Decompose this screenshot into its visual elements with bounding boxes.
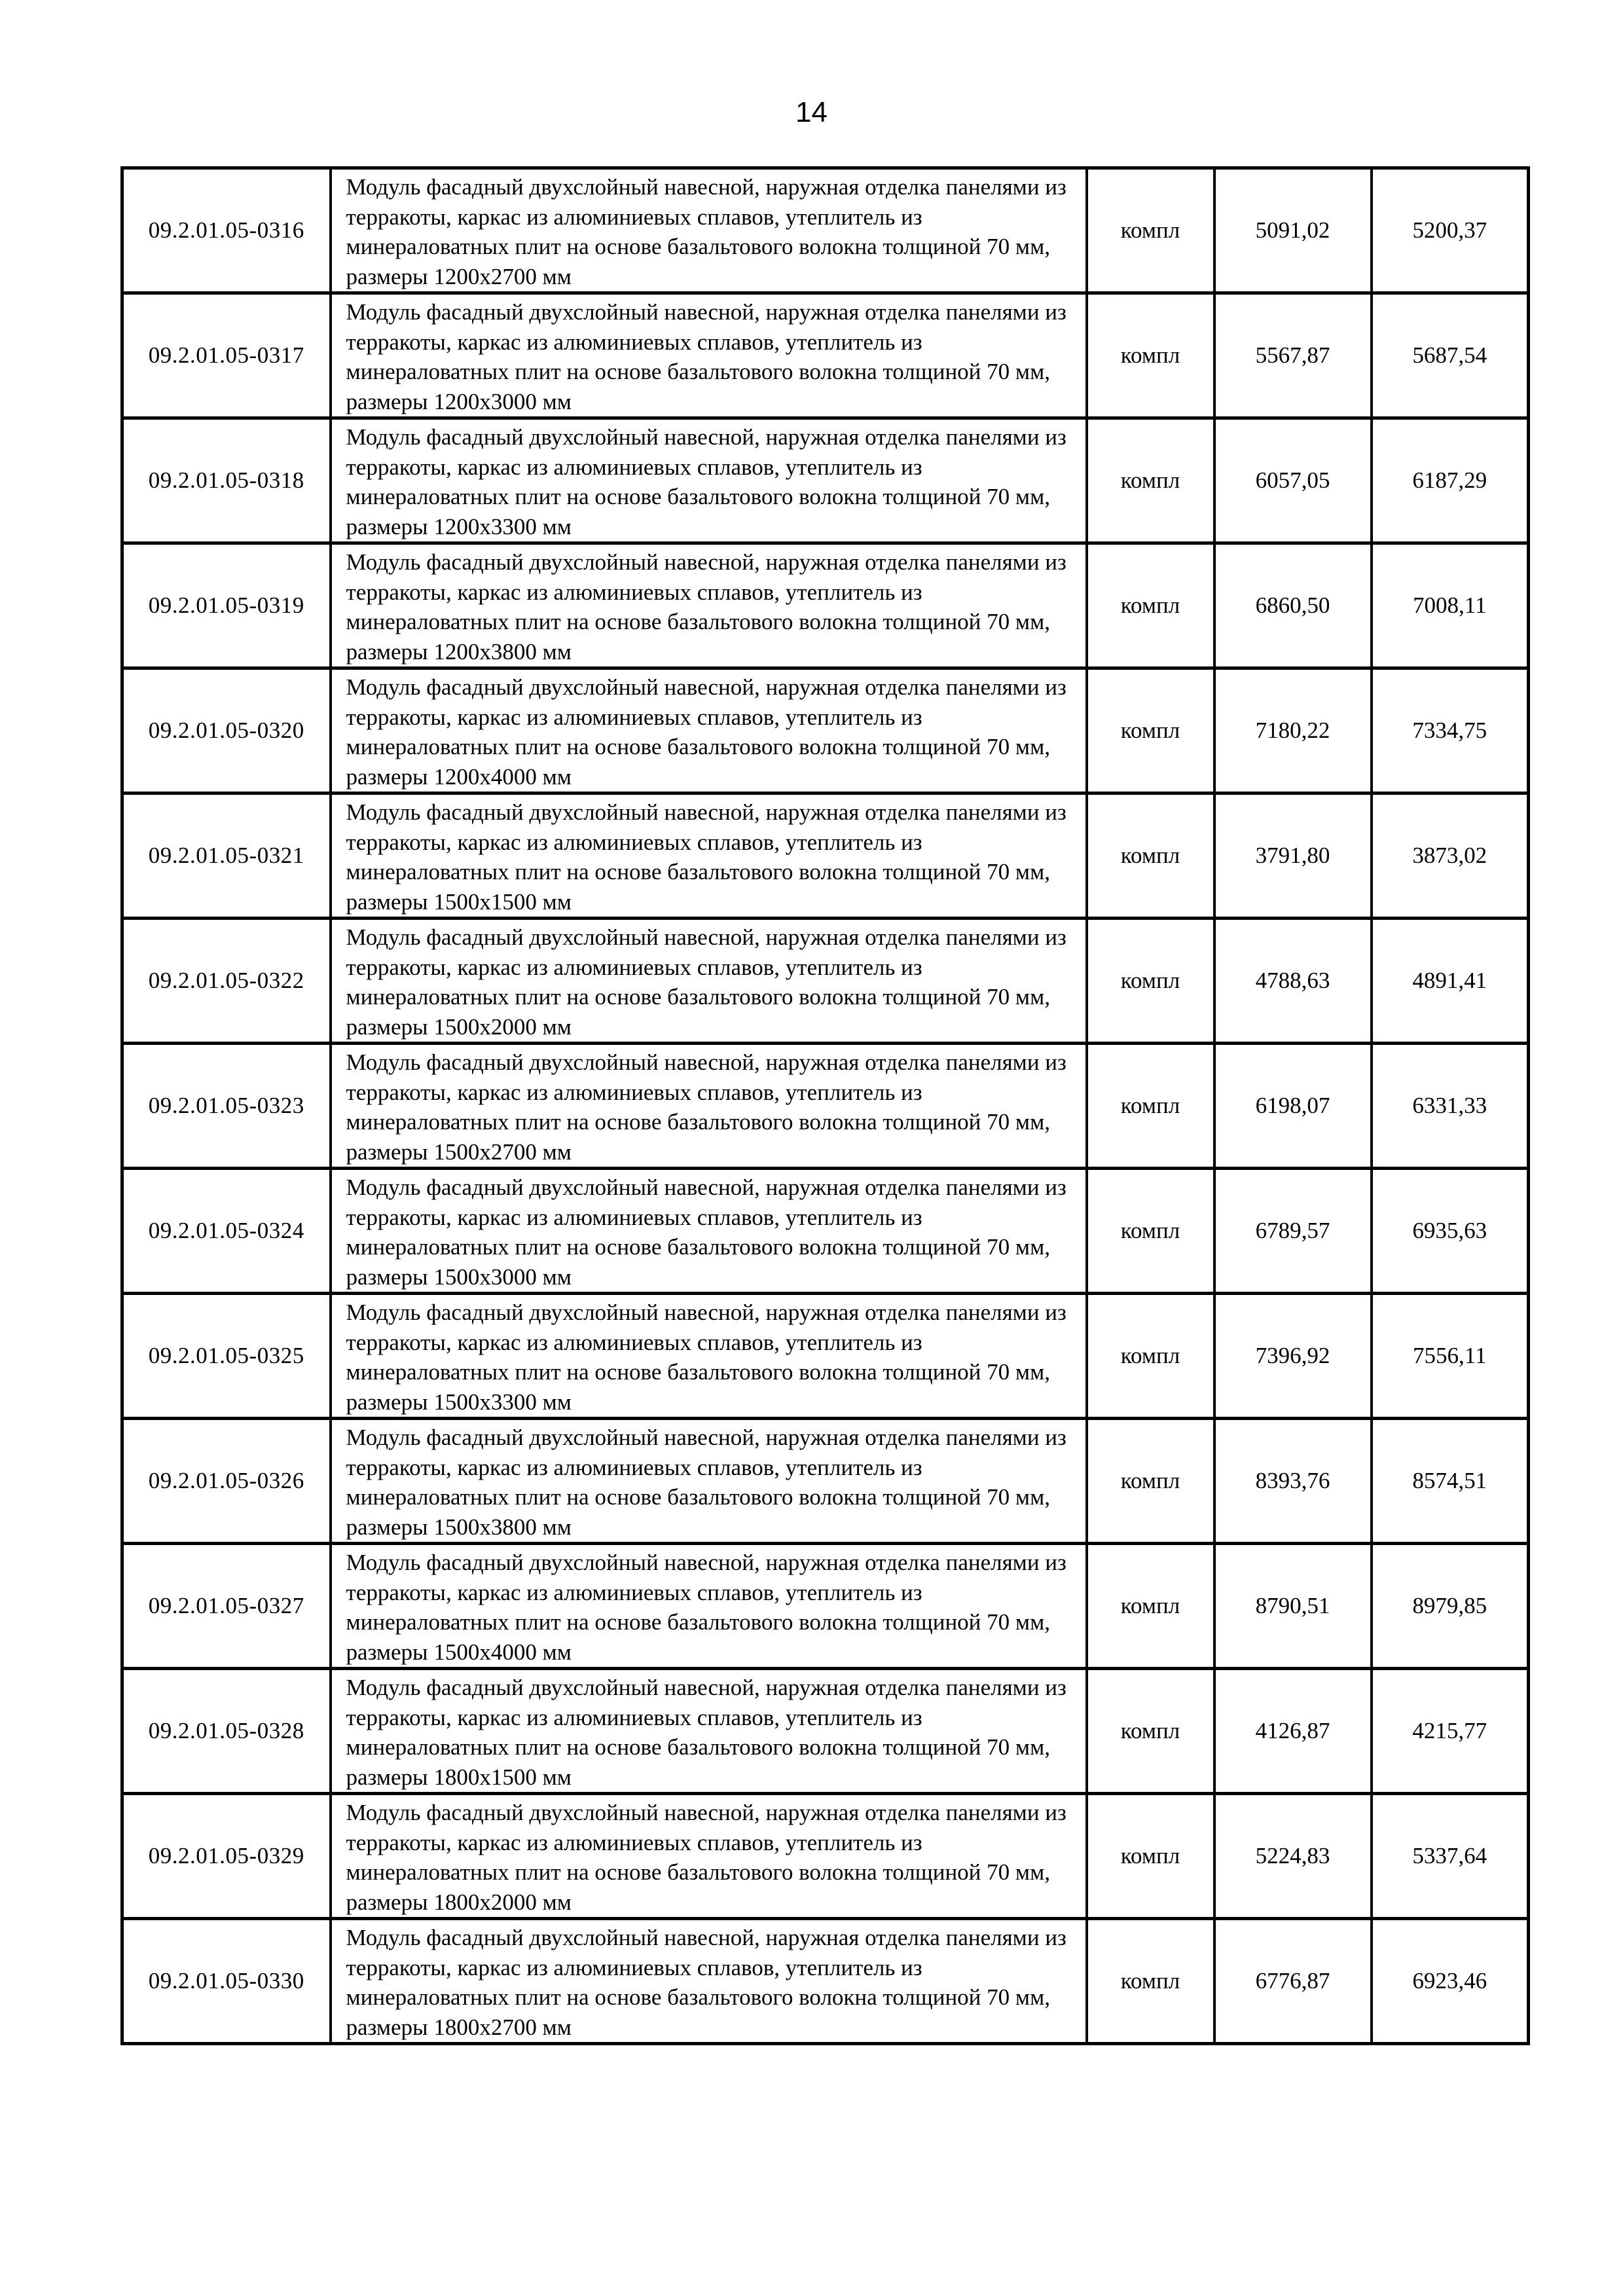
table-row xyxy=(122,1919,1529,2044)
row-price-1: 6057,05 xyxy=(1214,418,1372,543)
row-description: Модуль фасадный двухслойный навесной, наружная отделка панелями из терракоты, каркас из алюминиевых сплавов, утеплитель из минераловатных плит на основе базальтового волокна толщиной 70 мм, размеры 1200х2700 мм xyxy=(331,168,1087,293)
row-code: 09.2.01.05-0326 xyxy=(122,1419,331,1544)
row-unit: компл xyxy=(1087,1419,1214,1544)
row-description: Модуль фасадный двухслойный навесной, наружная отделка панелями из терракоты, каркас из алюминиевых сплавов, утеплитель из минераловатных плит на основе базальтового волокна толщиной 70 мм, размеры 1200х3000 мм xyxy=(331,293,1087,418)
row-code: 09.2.01.05-0319 xyxy=(122,543,331,668)
row-description: Модуль фасадный двухслойный навесной, наружная отделка панелями из терракоты, каркас из алюминиевых сплавов, утеплитель из минераловатных плит на основе базальтового волокна толщиной 70 мм, размеры 1500х3000 мм xyxy=(331,1169,1087,1294)
row-unit: компл xyxy=(1087,543,1214,668)
page-number: 14 xyxy=(795,96,828,128)
table-row xyxy=(122,1544,1529,1669)
row-unit: компл xyxy=(1087,1794,1214,1919)
row-price-2: 5337,64 xyxy=(1372,1794,1529,1919)
row-price-1: 7396,92 xyxy=(1214,1294,1372,1419)
row-price-2: 3873,02 xyxy=(1372,793,1529,919)
row-code: 09.2.01.05-0328 xyxy=(122,1669,331,1794)
table-row xyxy=(122,293,1529,418)
row-price-1: 5224,83 xyxy=(1214,1794,1372,1919)
table-row xyxy=(122,668,1529,793)
row-price-2: 4215,77 xyxy=(1372,1669,1529,1794)
table-row xyxy=(122,1294,1529,1419)
row-description: Модуль фасадный двухслойный навесной, наружная отделка панелями из терракоты, каркас из алюминиевых сплавов, утеплитель из минераловатных плит на основе базальтового волокна толщиной 70 мм, размеры 1500х2700 мм xyxy=(331,1044,1087,1169)
row-code: 09.2.01.05-0330 xyxy=(122,1919,331,2044)
row-code: 09.2.01.05-0321 xyxy=(122,793,331,919)
table-row xyxy=(122,1169,1529,1294)
row-code: 09.2.01.05-0327 xyxy=(122,1544,331,1669)
table-row xyxy=(122,1044,1529,1169)
row-unit: компл xyxy=(1087,919,1214,1044)
row-price-2: 6187,29 xyxy=(1372,418,1529,543)
row-price-1: 4126,87 xyxy=(1214,1669,1372,1794)
row-description: Модуль фасадный двухслойный навесной, наружная отделка панелями из терракоты, каркас из алюминиевых сплавов, утеплитель из минераловатных плит на основе базальтового волокна толщиной 70 мм, размеры 1500х1500 мм xyxy=(331,793,1087,919)
row-unit: компл xyxy=(1087,1169,1214,1294)
row-price-2: 7556,11 xyxy=(1372,1294,1529,1419)
row-price-1: 7180,22 xyxy=(1214,668,1372,793)
row-unit: компл xyxy=(1087,418,1214,543)
row-unit: компл xyxy=(1087,168,1214,293)
row-description: Модуль фасадный двухслойный навесной, наружная отделка панелями из терракоты, каркас из алюминиевых сплавов, утеплитель из минераловатных плит на основе базальтового волокна толщиной 70 мм, размеры 1800х2700 мм xyxy=(331,1919,1087,2044)
row-price-1: 3791,80 xyxy=(1214,793,1372,919)
row-description: Модуль фасадный двухслойный навесной, наружная отделка панелями из терракоты, каркас из алюминиевых сплавов, утеплитель из минераловатных плит на основе базальтового волокна толщиной 70 мм, размеры 1200х3300 мм xyxy=(331,418,1087,543)
table-row xyxy=(122,919,1529,1044)
row-price-2: 5200,37 xyxy=(1372,168,1529,293)
table-row xyxy=(122,168,1529,293)
row-price-1: 6198,07 xyxy=(1214,1044,1372,1169)
row-price-1: 4788,63 xyxy=(1214,919,1372,1044)
row-description: Модуль фасадный двухслойный навесной, наружная отделка панелями из терракоты, каркас из алюминиевых сплавов, утеплитель из минераловатных плит на основе базальтового волокна толщиной 70 мм, размеры 1500х3800 мм xyxy=(331,1419,1087,1544)
table-row xyxy=(122,1794,1529,1919)
row-description: Модуль фасадный двухслойный навесной, наружная отделка панелями из терракоты, каркас из алюминиевых сплавов, утеплитель из минераловатных плит на основе базальтового волокна толщиной 70 мм, размеры 1500х3300 мм xyxy=(331,1294,1087,1419)
row-code: 09.2.01.05-0323 xyxy=(122,1044,331,1169)
row-price-1: 6776,87 xyxy=(1214,1919,1372,2044)
row-unit: компл xyxy=(1087,668,1214,793)
row-code: 09.2.01.05-0329 xyxy=(122,1794,331,1919)
row-price-1: 8393,76 xyxy=(1214,1419,1372,1544)
row-unit: компл xyxy=(1087,1044,1214,1169)
table-row xyxy=(122,418,1529,543)
row-price-2: 6331,33 xyxy=(1372,1044,1529,1169)
row-code: 09.2.01.05-0324 xyxy=(122,1169,331,1294)
row-unit: компл xyxy=(1087,1669,1214,1794)
row-code: 09.2.01.05-0322 xyxy=(122,919,331,1044)
table-row xyxy=(122,793,1529,919)
row-price-1: 6860,50 xyxy=(1214,543,1372,668)
row-price-2: 8979,85 xyxy=(1372,1544,1529,1669)
row-unit: компл xyxy=(1087,293,1214,418)
row-code: 09.2.01.05-0325 xyxy=(122,1294,331,1419)
resource-price-table xyxy=(120,166,1530,2045)
row-price-2: 6923,46 xyxy=(1372,1919,1529,2044)
row-price-2: 4891,41 xyxy=(1372,919,1529,1044)
row-code: 09.2.01.05-0316 xyxy=(122,168,331,293)
row-price-1: 6789,57 xyxy=(1214,1169,1372,1294)
row-price-2: 6935,63 xyxy=(1372,1169,1529,1294)
row-price-1: 8790,51 xyxy=(1214,1544,1372,1669)
row-description: Модуль фасадный двухслойный навесной, наружная отделка панелями из терракоты, каркас из алюминиевых сплавов, утеплитель из минераловатных плит на основе базальтового волокна толщиной 70 мм, размеры 1200х3800 мм xyxy=(331,543,1087,668)
row-price-1: 5091,02 xyxy=(1214,168,1372,293)
row-description: Модуль фасадный двухслойный навесной, наружная отделка панелями из терракоты, каркас из алюминиевых сплавов, утеплитель из минераловатных плит на основе базальтового волокна толщиной 70 мм, размеры 1200х4000 мм xyxy=(331,668,1087,793)
row-code: 09.2.01.05-0317 xyxy=(122,293,331,418)
row-description: Модуль фасадный двухслойный навесной, наружная отделка панелями из терракоты, каркас из алюминиевых сплавов, утеплитель из минераловатных плит на основе базальтового волокна толщиной 70 мм, размеры 1500х4000 мм xyxy=(331,1544,1087,1669)
table-row xyxy=(122,1419,1529,1544)
row-price-2: 7008,11 xyxy=(1372,543,1529,668)
table-row xyxy=(122,543,1529,668)
row-unit: компл xyxy=(1087,1919,1214,2044)
row-description: Модуль фасадный двухслойный навесной, наружная отделка панелями из терракоты, каркас из алюминиевых сплавов, утеплитель из минераловатных плит на основе базальтового волокна толщиной 70 мм, размеры 1800х1500 мм xyxy=(331,1669,1087,1794)
row-code: 09.2.01.05-0320 xyxy=(122,668,331,793)
row-price-1: 5567,87 xyxy=(1214,293,1372,418)
row-unit: компл xyxy=(1087,1544,1214,1669)
table-row xyxy=(122,1669,1529,1794)
row-code: 09.2.01.05-0318 xyxy=(122,418,331,543)
row-unit: компл xyxy=(1087,1294,1214,1419)
row-description: Модуль фасадный двухслойный навесной, наружная отделка панелями из терракоты, каркас из алюминиевых сплавов, утеплитель из минераловатных плит на основе базальтового волокна толщиной 70 мм, размеры 1500х2000 мм xyxy=(331,919,1087,1044)
row-price-2: 7334,75 xyxy=(1372,668,1529,793)
row-price-2: 5687,54 xyxy=(1372,293,1529,418)
row-price-2: 8574,51 xyxy=(1372,1419,1529,1544)
row-unit: компл xyxy=(1087,793,1214,919)
row-description: Модуль фасадный двухслойный навесной, наружная отделка панелями из терракоты, каркас из алюминиевых сплавов, утеплитель из минераловатных плит на основе базальтового волокна толщиной 70 мм, размеры 1800х2000 мм xyxy=(331,1794,1087,1919)
